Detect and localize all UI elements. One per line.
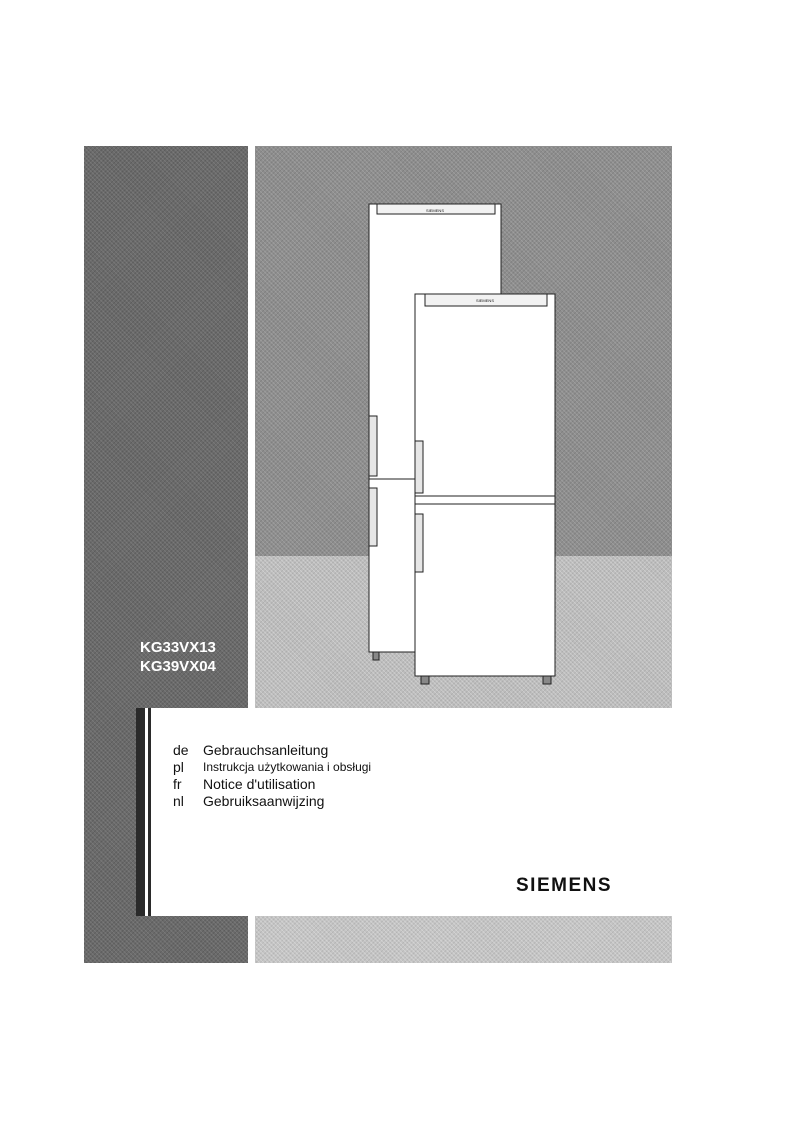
language-title: Gebruiksaanwijzing	[203, 793, 325, 809]
manual-cover	[84, 146, 672, 963]
accent-bar-thin	[148, 708, 151, 916]
language-code: fr	[173, 776, 182, 792]
model-number: KG39VX04	[140, 658, 216, 675]
fridge-tall-brand: SIEMENS	[425, 208, 445, 213]
language-row	[173, 742, 371, 759]
language-title: Instrukcja użytkowania i obsługi	[203, 760, 372, 774]
language-title: Gebrauchsanleitung	[203, 742, 329, 758]
model-number: KG33VX13	[140, 639, 216, 656]
language-title: Notice d'utilisation	[203, 776, 316, 792]
language-row	[173, 793, 371, 810]
bottom-pattern-strip	[255, 916, 672, 963]
fridge-illustration	[255, 146, 672, 708]
fridge-short	[415, 294, 555, 684]
language-row	[173, 776, 371, 793]
brand-logo: SIEMENS	[516, 875, 613, 896]
language-list	[173, 742, 371, 810]
language-code: de	[173, 742, 189, 758]
language-row	[173, 759, 371, 776]
language-code: pl	[173, 759, 184, 775]
accent-bar-thick	[136, 708, 145, 916]
language-code: nl	[173, 793, 184, 809]
model-numbers	[140, 638, 216, 676]
fridge-short-brand: SIEMENS	[475, 298, 495, 303]
